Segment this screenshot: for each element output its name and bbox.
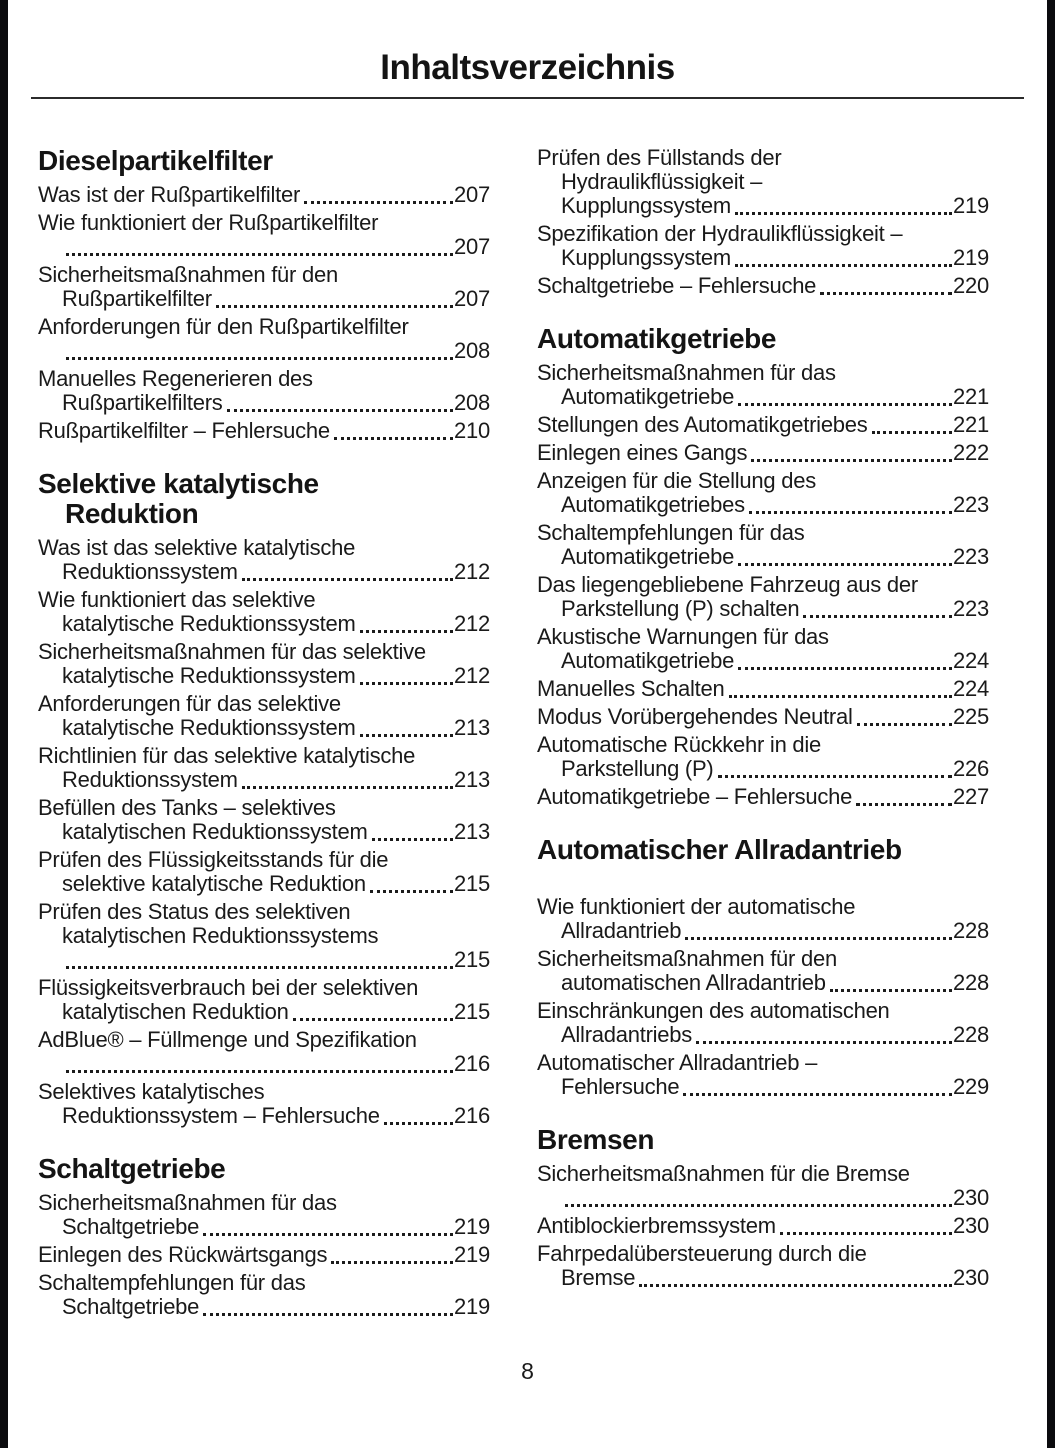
page-ref: 208 [454, 390, 490, 415]
dot-leader [780, 1232, 952, 1235]
toc-entry-line: Manuelles Regenerieren des [38, 366, 313, 391]
page-ref: 221 [953, 384, 989, 409]
toc-entry [38, 976, 490, 1024]
toc-entry [537, 413, 989, 437]
page-ref: 210 [454, 418, 490, 443]
toc-entry-line [537, 1186, 989, 1210]
toc-entry-line [38, 339, 490, 363]
toc-entry-line: katalytischen Reduktionssystems [62, 923, 379, 948]
toc-entry [38, 1028, 490, 1076]
toc-entry [537, 625, 989, 673]
toc-entry [537, 677, 989, 701]
toc-entry-line: Sicherheitsmaßnahmen für die Bremse [537, 1161, 910, 1186]
section-heading [537, 835, 989, 865]
toc-entry-text: katalytischen Reduktion [62, 999, 289, 1024]
toc-entry-line [38, 560, 490, 584]
toc-entry [537, 1242, 989, 1290]
toc-entry-line: Sicherheitsmaßnahmen für den [537, 946, 837, 971]
page-ref: 216 [454, 1051, 490, 1076]
toc-entry-line [537, 919, 989, 943]
dot-leader [738, 667, 952, 670]
toc-entry-text: Allradantriebs [561, 1022, 693, 1047]
section-heading [537, 324, 989, 354]
dot-leader [729, 695, 953, 698]
toc-entry-line [537, 1023, 989, 1047]
dot-leader [360, 682, 453, 685]
toc-entry-line [537, 246, 989, 270]
toc-entry [38, 640, 490, 688]
left-edge-bar [0, 0, 8, 1448]
page-ref: 223 [953, 544, 989, 569]
page-ref: 215 [454, 947, 490, 972]
page-ref: 216 [454, 1103, 490, 1128]
toc-entry [537, 705, 989, 729]
toc-entry-text: Automatikgetriebe [561, 384, 735, 409]
toc-entry-text: Rußpartikelfilters [62, 390, 223, 415]
dot-leader [203, 1233, 453, 1236]
toc-column-left [38, 146, 490, 1323]
toc-entry [537, 947, 989, 995]
toc-entry-text: Automatikgetriebes [561, 492, 745, 517]
page-ref: 228 [953, 970, 989, 995]
toc-entry [38, 692, 490, 740]
section-heading [38, 146, 490, 176]
toc-entry-text: Was ist der Rußpartikelfilter [38, 182, 301, 207]
dot-leader [820, 292, 952, 295]
toc-entry-line: Anforderungen für den Rußpartikelfilter [38, 314, 409, 339]
toc-entry [38, 1271, 490, 1319]
dot-leader [203, 1313, 453, 1316]
toc-section [537, 835, 989, 1099]
toc-entry-text: Rußpartikelfilter [62, 286, 212, 311]
toc-entry [537, 999, 989, 1047]
toc-entry [537, 521, 989, 569]
dot-leader [856, 803, 952, 806]
section-heading-line: Automatischer Allradantrieb [537, 834, 902, 865]
section-heading-line: Selektive katalytische [38, 468, 319, 499]
toc-entry-line [537, 1214, 989, 1238]
toc-entry-line [38, 1295, 490, 1319]
dot-leader [696, 1041, 952, 1044]
toc-section [537, 146, 989, 298]
toc-entry [537, 573, 989, 621]
toc-entry-line [537, 649, 989, 673]
toc-entry [38, 315, 490, 363]
toc-entry [38, 588, 490, 636]
page-ref: 230 [953, 1265, 989, 1290]
toc-entry-line: Schaltempfehlungen für das [537, 520, 805, 545]
page-ref: 220 [953, 273, 989, 298]
dot-leader [216, 305, 453, 308]
toc-entry [537, 1051, 989, 1099]
page-ref: 215 [454, 871, 490, 896]
page-ref: 224 [953, 676, 989, 701]
page-ref: 212 [454, 663, 490, 688]
page-ref: 219 [953, 193, 989, 218]
toc-section [38, 146, 490, 443]
toc-entry-line [38, 391, 490, 415]
toc-entry-line [38, 235, 490, 259]
toc-entry [537, 733, 989, 781]
toc-entry-line [38, 716, 490, 740]
page-ref: 215 [454, 999, 490, 1024]
dot-leader [304, 201, 453, 204]
toc-column-right [537, 146, 989, 1294]
page-ref: 225 [953, 704, 989, 729]
dot-leader [66, 357, 453, 360]
toc-entry-text: Stellungen des Automatikgetriebes [537, 412, 868, 437]
toc-entry-text: selektive katalytische Reduktion [62, 871, 366, 896]
section-heading-line: Bremsen [537, 1124, 655, 1155]
toc-entry-line [38, 768, 490, 792]
dot-leader [565, 1204, 952, 1207]
dot-leader [749, 511, 952, 514]
section-heading [38, 469, 490, 529]
toc-entry-line [537, 493, 989, 517]
toc-entry [38, 848, 490, 896]
toc-entry-line: Wie funktioniert das selektive [38, 587, 316, 612]
dot-leader [751, 459, 952, 462]
section-heading-line: Schaltgetriebe [38, 1153, 226, 1184]
toc-entry-text: katalytischen Reduktionssystem [62, 819, 368, 844]
toc-entry-line: Selektives katalytisches [38, 1079, 265, 1104]
toc-entry-text: Automatikgetriebe [561, 544, 735, 569]
page-ref: 230 [953, 1213, 989, 1238]
toc-entry-line: Wie funktioniert der Rußpartikelfilter [38, 210, 379, 235]
toc-entry-text: Rußpartikelfilter – Fehlersuche [38, 418, 330, 443]
toc-entry-text: Bremse [561, 1265, 636, 1290]
toc-entry-line [537, 757, 989, 781]
page-ref: 212 [454, 611, 490, 636]
page-ref: 224 [953, 648, 989, 673]
page-title: Inhaltsverzeichnis [380, 48, 675, 87]
toc-entry-text: Schaltgetriebe [62, 1214, 200, 1239]
toc-entry-line [537, 705, 989, 729]
section-heading-line: Automatikgetriebe [537, 323, 777, 354]
toc-entry-text: Parkstellung (P) schalten [561, 596, 800, 621]
section-heading-line: Reduktion [65, 498, 199, 529]
page-ref: 222 [953, 440, 989, 465]
toc-entry [537, 1214, 989, 1238]
toc-entry-line: Spezifikation der Hydraulikflüssigkeit – [537, 221, 903, 246]
toc-entry [38, 1243, 490, 1267]
toc-entry-line: Automatische Rückkehr in die [537, 732, 822, 757]
toc-entry [537, 469, 989, 517]
toc-entry [537, 785, 989, 809]
toc-entry-text: Schaltgetriebe – Fehlersuche [537, 273, 817, 298]
toc-entry-text: Antiblockierbremssystem [537, 1213, 776, 1238]
page-number: 8 [521, 1358, 534, 1384]
toc-entry-line: Wie funktioniert der automatische [537, 894, 856, 919]
dot-leader [227, 409, 453, 412]
toc-entry [537, 361, 989, 409]
page-ref: 219 [454, 1294, 490, 1319]
dot-leader [66, 1070, 453, 1073]
toc-entry-line [537, 1075, 989, 1099]
page-ref: 228 [953, 1022, 989, 1047]
page-ref: 226 [953, 756, 989, 781]
dot-leader [242, 786, 453, 789]
dot-leader [830, 989, 952, 992]
toc-entry-line [537, 971, 989, 995]
dot-leader [735, 264, 952, 267]
toc-entry-line [537, 597, 989, 621]
toc-entry-line [38, 1052, 490, 1076]
toc-entry-text: katalytische Reduktionssystem [62, 715, 356, 740]
toc-entry-text: Reduktionssystem – Fehlersuche [62, 1103, 380, 1128]
toc-entry-line: Automatischer Allradantrieb – [537, 1050, 818, 1075]
toc-entry-line [38, 872, 490, 896]
title-divider [31, 97, 1024, 99]
toc-entry-line [38, 664, 490, 688]
toc-entry-line [38, 183, 490, 207]
toc-section [38, 1154, 490, 1319]
toc-entry-line [38, 419, 490, 443]
page-ref: 223 [953, 492, 989, 517]
toc-entry-line: Was ist das selektive katalytische [38, 535, 356, 560]
toc-entry-text: Fehlersuche [561, 1074, 680, 1099]
toc-entry [537, 895, 989, 943]
dot-leader [639, 1284, 952, 1287]
toc-entry-text: katalytische Reduktionssystem [62, 611, 356, 636]
toc-entry-line: Befüllen des Tanks – selektives [38, 795, 336, 820]
toc-entry-text: Einlegen des Rückwärtsgangs [38, 1242, 328, 1267]
toc-section [38, 469, 490, 1128]
toc-entry-line: Hydraulikflüssigkeit – [561, 169, 763, 194]
toc-entry-line [537, 441, 989, 465]
dot-leader [334, 437, 453, 440]
toc-entry-text: katalytische Reduktionssystem [62, 663, 356, 688]
toc-entry-line: Das liegengebliebene Fahrzeug aus der [537, 572, 918, 597]
page-ref: 230 [953, 1185, 989, 1210]
toc-section [537, 324, 989, 809]
toc-entry-text: Reduktionssystem [62, 767, 238, 792]
toc-entry-text: Modus Vorübergehendes Neutral [537, 704, 853, 729]
toc-entry-line: Sicherheitsmaßnahmen für das selektive [38, 639, 426, 664]
toc-entry-line [537, 1266, 989, 1290]
dot-leader [857, 723, 952, 726]
toc-entry-text: Schaltgetriebe [62, 1294, 200, 1319]
toc-entry-line: Prüfen des Füllstands der [537, 145, 782, 170]
toc-entry [38, 419, 490, 443]
toc-entry-line [38, 1243, 490, 1267]
toc-entry-line: Schaltempfehlungen für das [38, 1270, 306, 1295]
dot-leader [384, 1122, 453, 1125]
toc-entry-line [38, 1104, 490, 1128]
toc-entry-text: Reduktionssystem [62, 559, 238, 584]
dot-leader [360, 734, 453, 737]
toc-entry-text: Manuelles Schalten [537, 676, 725, 701]
dot-leader [372, 838, 454, 841]
toc-entry-text: Automatikgetriebe [561, 648, 735, 673]
toc-entry-text: Automatikgetriebe – Fehlersuche [537, 784, 853, 809]
section-heading [537, 1125, 989, 1155]
dot-leader [331, 1261, 453, 1264]
toc-entry [537, 274, 989, 298]
toc-entry [38, 367, 490, 415]
dot-leader [872, 431, 953, 434]
page-ref: 227 [953, 784, 989, 809]
toc-entry-line [38, 1215, 490, 1239]
toc-entry-line: Sicherheitsmaßnahmen für das [38, 1190, 337, 1215]
dot-leader [685, 937, 952, 940]
dot-leader [735, 212, 952, 215]
toc-entry-line [38, 948, 490, 972]
toc-entry [537, 1162, 989, 1210]
page-ref: 219 [953, 245, 989, 270]
toc-entry [38, 1080, 490, 1128]
toc-entry-line [537, 385, 989, 409]
dot-leader [738, 403, 952, 406]
right-edge-bar [1047, 0, 1055, 1448]
page-ref: 207 [454, 182, 490, 207]
toc-entry-text: Allradantrieb [561, 918, 682, 943]
toc-entry-line [537, 274, 989, 298]
toc-entry-text: Parkstellung (P) [561, 756, 714, 781]
toc-entry [38, 183, 490, 207]
toc-entry [38, 796, 490, 844]
page-ref: 223 [953, 596, 989, 621]
dot-leader [738, 563, 952, 566]
toc-entry [537, 222, 989, 270]
dot-leader [66, 253, 453, 256]
section-heading-line: Dieselpartikelfilter [38, 145, 273, 176]
toc-entry-line: Prüfen des Status des selektiven [38, 899, 351, 924]
dot-leader [683, 1093, 952, 1096]
toc-entry-text: Einlegen eines Gangs [537, 440, 748, 465]
toc-entry-line: Prüfen des Flüssigkeitsstands für die [38, 847, 389, 872]
toc-entry-line [38, 612, 490, 636]
toc-entry-text: Kupplungssystem [561, 193, 731, 218]
toc-entry [38, 1191, 490, 1239]
page-ref: 219 [454, 1214, 490, 1239]
toc-entry-line: Akustische Warnungen für das [537, 624, 829, 649]
toc-entry-line: Anforderungen für das selektive [38, 691, 341, 716]
toc-entry-line: Richtlinien für das selektive katalytische [38, 743, 416, 768]
toc-entry-line: Einschränkungen des automatischen [537, 998, 890, 1023]
dot-leader [718, 775, 953, 778]
page-ref: 221 [953, 412, 989, 437]
dot-leader [66, 966, 453, 969]
toc-entry-line [537, 194, 989, 218]
page-ref: 219 [454, 1242, 490, 1267]
toc-entry-line [38, 287, 490, 311]
toc-entry-line [38, 820, 490, 844]
toc-entry [38, 211, 490, 259]
page-ref: 207 [454, 286, 490, 311]
toc-section [537, 1125, 989, 1290]
toc-entry-line: Fahrpedalübersteuerung durch die [537, 1241, 867, 1266]
toc-entry-line: Anzeigen für die Stellung des [537, 468, 816, 493]
toc-entry-line: Flüssigkeitsverbrauch bei der selektiven [38, 975, 419, 1000]
toc-entry-line: AdBlue® – Füllmenge und Spezifikation [38, 1027, 417, 1052]
toc-entry [38, 263, 490, 311]
toc-entry [38, 744, 490, 792]
dot-leader [803, 615, 952, 618]
section-heading [38, 1154, 490, 1184]
page-ref: 213 [454, 767, 490, 792]
dot-leader [293, 1018, 453, 1021]
toc-entry [38, 900, 490, 972]
toc-entry-line [537, 413, 989, 437]
page-ref: 229 [953, 1074, 989, 1099]
toc-entry-text: Kupplungssystem [561, 245, 731, 270]
toc-entry-line [537, 545, 989, 569]
toc-entry-line [537, 785, 989, 809]
page-ref: 213 [454, 819, 490, 844]
dot-leader [360, 630, 453, 633]
toc-entry [38, 536, 490, 584]
page-ref: 207 [454, 234, 490, 259]
page-ref: 213 [454, 715, 490, 740]
toc-entry-text: automatischen Allradantrieb [561, 970, 826, 995]
dot-leader [370, 890, 453, 893]
toc-entry-line: Sicherheitsmaßnahmen für das [537, 360, 836, 385]
toc-entry-line [537, 677, 989, 701]
toc-entry [537, 441, 989, 465]
toc-entry-line: Sicherheitsmaßnahmen für den [38, 262, 338, 287]
toc-entry-line [38, 1000, 490, 1024]
page-ref: 212 [454, 559, 490, 584]
dot-leader [242, 578, 453, 581]
toc-entry [537, 146, 989, 218]
page-ref: 228 [953, 918, 989, 943]
page-ref: 208 [454, 338, 490, 363]
